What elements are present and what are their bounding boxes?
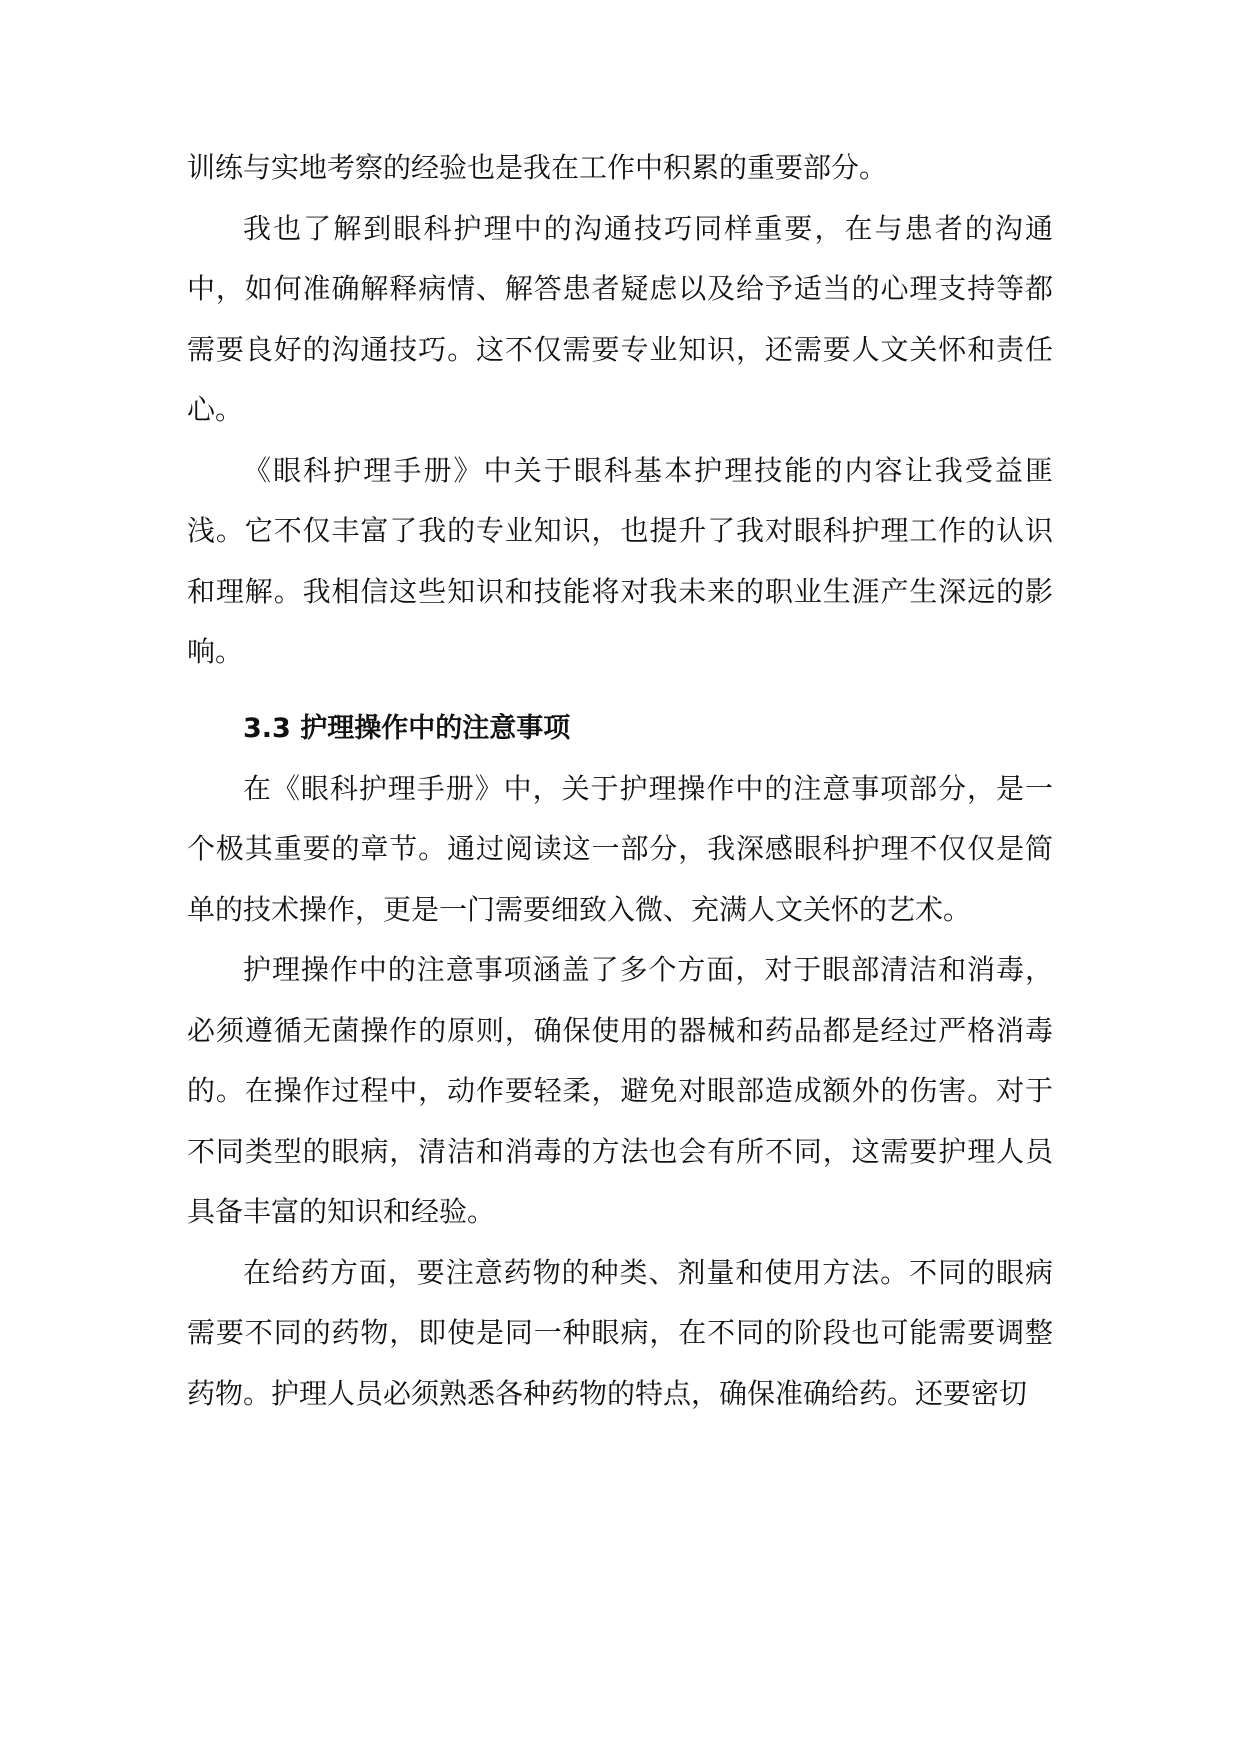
paragraph-section-intro: 在《眼科护理手册》中，关于护理操作中的注意事项部分，是一个极其重要的章节。通过阅读这一部分，我深感眼科护理不仅仅是简单的技术操作，更是一门需要细致入微、充满人文关怀的艺术。 <box>187 771 1053 926</box>
section-heading: 3.3 护理操作中的注意事项 <box>243 712 571 744</box>
paragraph-manual-benefit: 《眼科护理手册》中关于眼科基本护理技能的内容让我受益匪浅。它不仅丰富了我的专业知识，也提升了我对眼科护理工作的认识和理解。我相信这些知识和技能将对我未来的职业生涯产生深远的影响。 <box>187 453 1053 668</box>
paragraph-communication: 我也了解到眼科护理中的沟通技巧同样重要，在与患者的沟通中，如何准确解释病情、解答患者疑虑以及给予适当的心理支持等都需要良好的沟通技巧。这不仅需要专业知识，还需要人文关怀和责任心。 <box>187 211 1053 426</box>
document-body <box>187 138 1053 1424</box>
paragraph-medication: 在给药方面，要注意药物的种类、剂量和使用方法。不同的眼病需要不同的药物，即使是同一种眼病，在不同的阶段也可能需要调整药物。护理人员必须熟悉各种药物的特点，确保准确给药。还要密切 <box>187 1255 1053 1410</box>
paragraph-continuation: 训练与实地考察的经验也是我在工作中积累的重要部分。 <box>187 151 888 184</box>
paragraph-cleaning-disinfection: 护理操作中的注意事项涵盖了多个方面，对于眼部清洁和消毒，必须遵循无菌操作的原则，确保使用的器械和药品都是经过严格消毒的。在操作过程中，动作要轻柔，避免对眼部造成额外的伤害。对于不同类型的眼病，清洁和消毒的方法也会有所不同，这需要护理人员具备丰富的知识和经验。 <box>187 953 1053 1228</box>
